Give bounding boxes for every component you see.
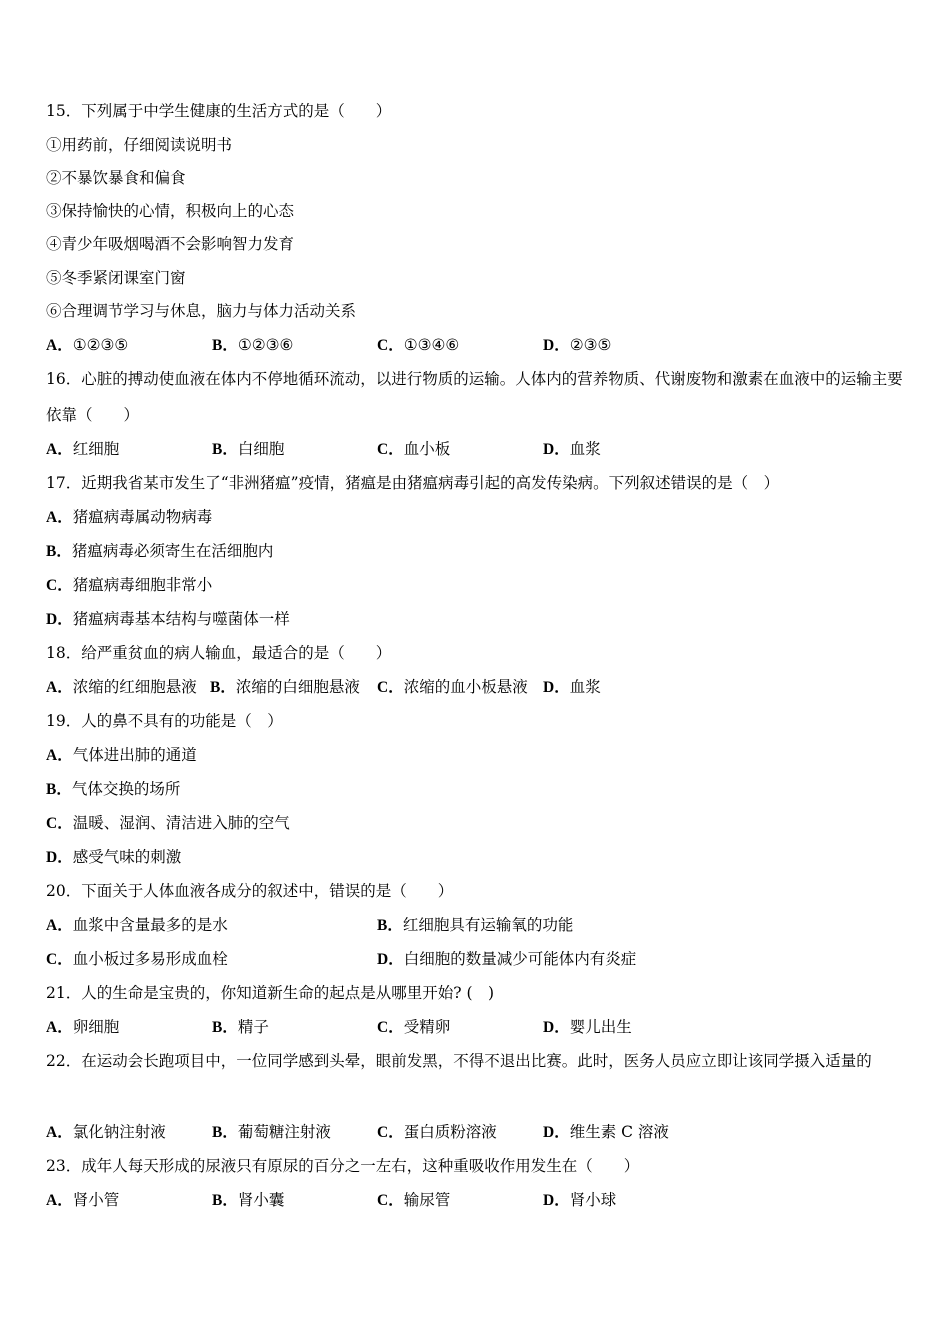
- question-19-option-d: D．感受气味的刺激: [46, 848, 182, 866]
- question-15-item-2: ②不暴饮暴食和偏食: [46, 169, 186, 187]
- question-21-option-d: D．婴儿出生: [543, 1018, 632, 1036]
- question-16-option-d: D．血浆: [543, 440, 601, 458]
- question-20-option-c: C．血小板过多易形成血栓: [46, 950, 228, 968]
- question-15-item-1: ①用药前，仔细阅读说明书: [46, 136, 233, 154]
- question-21-option-c: C．受精卵: [377, 1018, 451, 1036]
- question-23-option-b: B．肾小囊: [212, 1191, 285, 1209]
- question-20-option-a: A．血浆中含量最多的是水: [46, 916, 228, 934]
- question-18-option-a: A．浓缩的红细胞悬液: [46, 678, 197, 696]
- question-22-option-b: B．葡萄糖注射液: [212, 1123, 331, 1141]
- question-17-option-a: A．猪瘟病毒属动物病毒: [46, 508, 213, 526]
- question-16-option-b: B．白细胞: [212, 440, 285, 458]
- question-16-option-c: C．血小板: [377, 440, 451, 458]
- question-22-option-c: C．蛋白质粉溶液: [377, 1123, 497, 1141]
- question-15-option-a: A．①②③⑤: [46, 336, 129, 354]
- question-21-option-a: A．卵细胞: [46, 1018, 120, 1036]
- question-19-option-c: C．温暖、湿润、清洁进入肺的空气: [46, 814, 290, 832]
- question-23-stem: 23．成年人每天形成的尿液只有原尿的百分之一左右，这种重吸收作用发生在（ ）: [46, 1157, 640, 1175]
- question-22-stem: 22．在运动会长跑项目中，一位同学感到头晕，眼前发黑，不得不退出比赛。此时，医务人员应立即让该同学摄入适量的: [46, 1052, 872, 1070]
- question-21-stem: 21．人的生命是宝贵的，你知道新生命的起点是从哪里开始? ( ): [46, 984, 495, 1002]
- question-22-option-d: D．维生素 C 溶液: [543, 1123, 669, 1141]
- question-18-option-d: D．血浆: [543, 678, 601, 696]
- question-15-item-3: ③保持愉快的心情，积极向上的心态: [46, 202, 295, 220]
- question-15-option-c: C．①③④⑥: [377, 336, 460, 354]
- question-15-item-4: ④青少年吸烟喝酒不会影响智力发育: [46, 235, 295, 253]
- question-15-stem: 15．下列属于中学生健康的生活方式的是（ ）: [46, 102, 392, 120]
- question-21-option-b: B．精子: [212, 1018, 269, 1036]
- question-20-stem: 20．下面关于人体血液各成分的叙述中，错误的是（ ）: [46, 882, 454, 900]
- question-22-option-a: A．氯化钠注射液: [46, 1123, 166, 1141]
- question-17-option-d: D．猪瘟病毒基本结构与噬菌体一样: [46, 610, 290, 628]
- question-17-option-c: C．猪瘟病毒细胞非常小: [46, 576, 213, 594]
- question-15-option-b: B．①②③⑥: [212, 336, 294, 354]
- question-20-option-b: B．红细胞具有运输氧的功能: [377, 916, 574, 934]
- question-23-option-a: A．肾小管: [46, 1191, 120, 1209]
- question-17-option-b: B．猪瘟病毒必须寄生在活细胞内: [46, 542, 274, 560]
- question-18-option-b: B．浓缩的白细胞悬液: [210, 678, 360, 696]
- question-17-stem: 17．近期我省某市发生了“非洲猪瘟”疫情，猪瘟是由猪瘟病毒引起的高发传染病。下列叙述错误的是（ ）: [46, 474, 780, 492]
- question-19-option-a: A．气体进出肺的通道: [46, 746, 197, 764]
- question-15-option-d: D．②③⑤: [543, 336, 612, 354]
- question-20-option-d: D．白细胞的数量减少可能体内有炎症: [377, 950, 637, 968]
- question-16-stem: 16．心脏的搏动使血液在体内不停地循环流动，以进行物质的运输。人体内的营养物质、代谢废物和激素在血液中的运输主要依靠（ ）: [46, 370, 903, 424]
- question-19-stem: 19．人的鼻不具有的功能是（ ）: [46, 712, 283, 730]
- question-18-option-c: C．浓缩的血小板悬液: [377, 678, 528, 696]
- question-23-option-d: D．肾小球: [543, 1191, 617, 1209]
- question-19-option-b: B．气体交换的场所: [46, 780, 181, 798]
- question-15-item-5: ⑤冬季紧闭课室门窗: [46, 269, 186, 287]
- question-15-item-6: ⑥合理调节学习与休息，脑力与体力活动关系: [46, 302, 357, 320]
- question-16-option-a: A．红细胞: [46, 440, 120, 458]
- question-23-option-c: C．输尿管: [377, 1191, 451, 1209]
- question-18-stem: 18．给严重贫血的病人输血，最适合的是（ ）: [46, 644, 392, 662]
